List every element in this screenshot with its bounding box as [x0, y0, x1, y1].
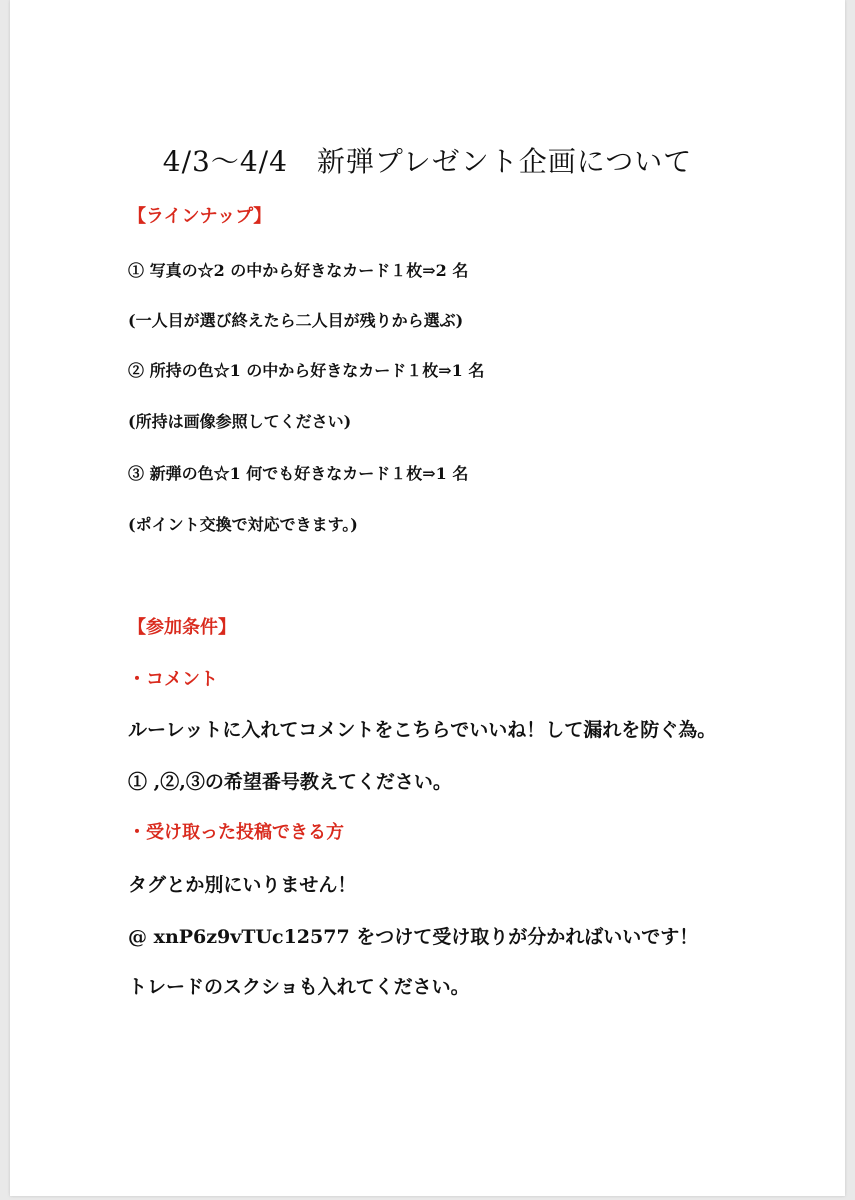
- post-line-3: トレードのスクショも入れてください。: [128, 976, 470, 998]
- lineup-item-3-note: (ポイント交換で対応できます。): [128, 515, 358, 534]
- lineup-heading: 【ラインナップ】: [128, 206, 272, 227]
- lineup-item-1-note: (一人目が選び終えたら二人目が残りから選ぶ): [128, 311, 464, 330]
- post-line-1: タグとか別にいりません！: [128, 874, 357, 896]
- lineup-item-3: ③ 新弾の色☆1 何でも好きなカード１枚⇒1 名: [128, 464, 469, 483]
- conditions-heading: 【参加条件】: [128, 617, 236, 638]
- comment-line-2: ① ,②,③の希望番号教えてください。: [128, 771, 452, 793]
- lineup-item-1: ① 写真の☆2 の中から好きなカード１枚⇒2 名: [128, 261, 469, 280]
- lineup-item-2-note: (所持は画像参照してください): [128, 412, 352, 431]
- comment-line-1: ルーレットに入れてコメントをこちらでいいね！して漏れを防ぐ為。: [128, 719, 717, 741]
- document-page: [10, 0, 845, 1196]
- post-line-2: @ xnP6z9vTUc12577 をつけて受け取りが分かればいいです！: [128, 926, 699, 948]
- page-title: 4/3〜4/4 新弾プレゼント企画について: [162, 145, 693, 178]
- lineup-item-2: ② 所持の色☆1 の中から好きなカード１枚⇒1 名: [128, 361, 485, 380]
- post-heading: ・受け取った投稿できる方: [128, 822, 344, 843]
- comment-heading: ・コメント: [128, 669, 218, 690]
